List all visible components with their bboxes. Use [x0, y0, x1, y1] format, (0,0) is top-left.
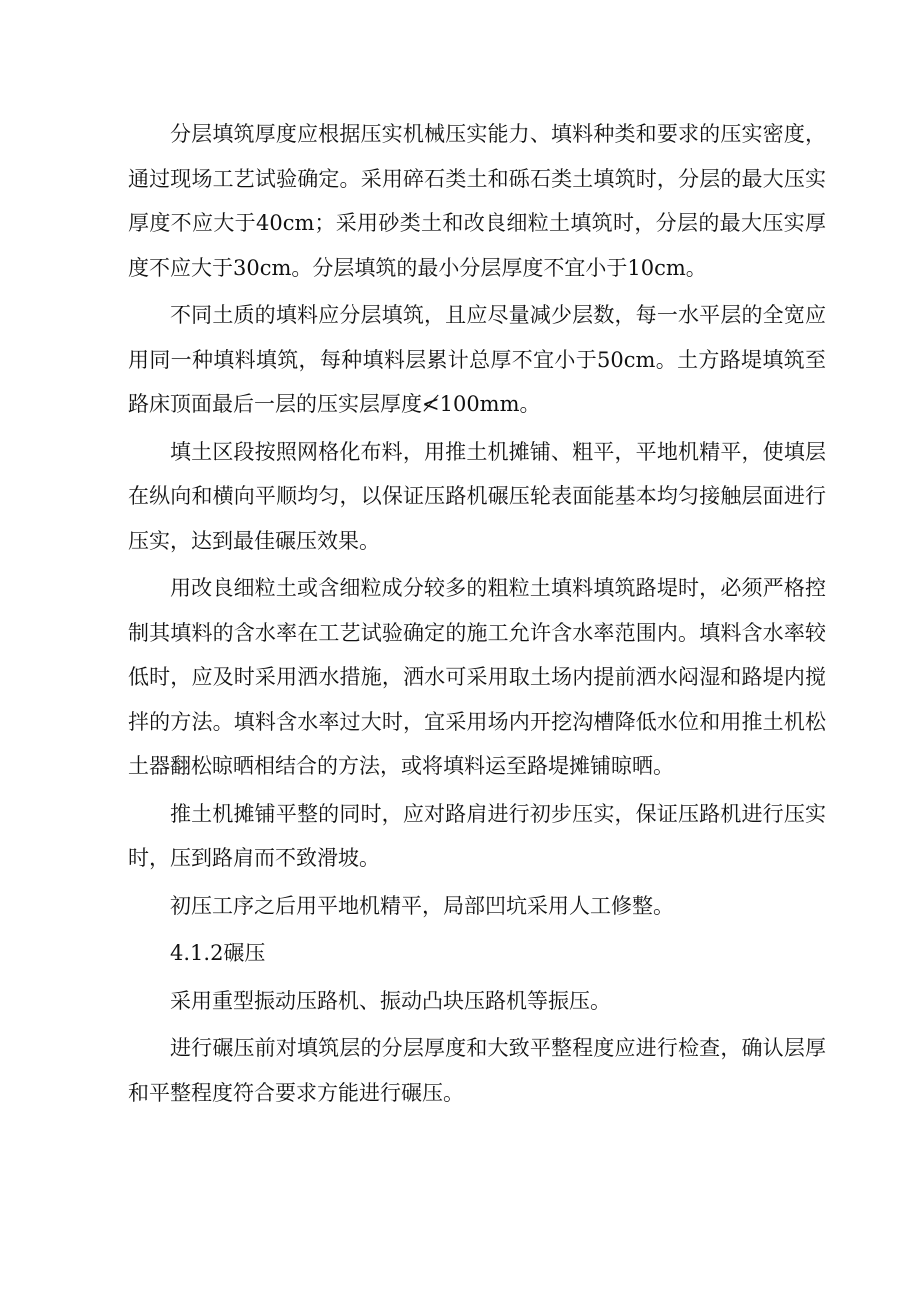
paragraph-roller-type: 采用重型振动压路机、振动凸块压路机等振压。 — [170, 988, 611, 1013]
paragraph-initial-grading: 初压工序之后用平地机精平，局部凹坑采用人工修整。 — [170, 893, 674, 918]
paragraph-shoulder-compaction: 推土机摊铺平整的同时，应对路肩进行初步压实，保证压路机进行压实时，压到路肩而不致滑坡。 — [128, 801, 826, 870]
document-page — [128, 112, 826, 1118]
section-heading: 4.1.2碾压 — [170, 941, 266, 965]
paragraph-soil-layering: 不同土质的填料应分层填筑，且应尽量减少层数，每一水平层的全宽应用同一种填料填筑，每种填料层累计总厚不宜小于50cm。土方路堤填筑至路床顶面最后一层的压实层厚度≮100mm。 — [128, 303, 826, 416]
paragraph-pre-rolling-check: 进行碾压前对填筑层的分层厚度和大致平整程度应进行检查，确认层厚和平整程度符合要求方能进行碾压。 — [128, 1036, 826, 1105]
paragraph-grid-spreading: 填土区段按照网格化布料，用推土机摊铺、粗平，平地机精平，使填层在纵向和横向平顺均匀，以保证压路机碾压轮表面能基本均匀接触层面进行压实，达到最佳碾压效果。 — [128, 439, 826, 553]
paragraph-layer-thickness: 分层填筑厚度应根据压实机械压实能力、填料种类和要求的压实密度，通过现场工艺试验确定。采用碎石类土和砾石类土填筑时，分层的最大压实厚度不应大于40cm；采用砂类土和改良细粒土填筑时，分层的最大压实厚度不应大于30cm。分层填筑的最小分层厚度不宜小于10cm。 — [128, 122, 826, 280]
paragraph-moisture-control: 用改良细粒土或含细粒成分较多的粗粒土填料填筑路堤时，必须严格控制其填料的含水率在工艺试验确定的施工允许含水率范围内。填料含水率较低时，应及时采用洒水措施，洒水可采用取土场内提前洒水闷湿和路堤内搅拌的方法。填料含水率过大时，宜采用场内开挖沟槽降低水位和用推土机松土器翻松晾晒相结合的方法，或将填料运至路堤摊铺晾晒。 — [128, 576, 826, 778]
